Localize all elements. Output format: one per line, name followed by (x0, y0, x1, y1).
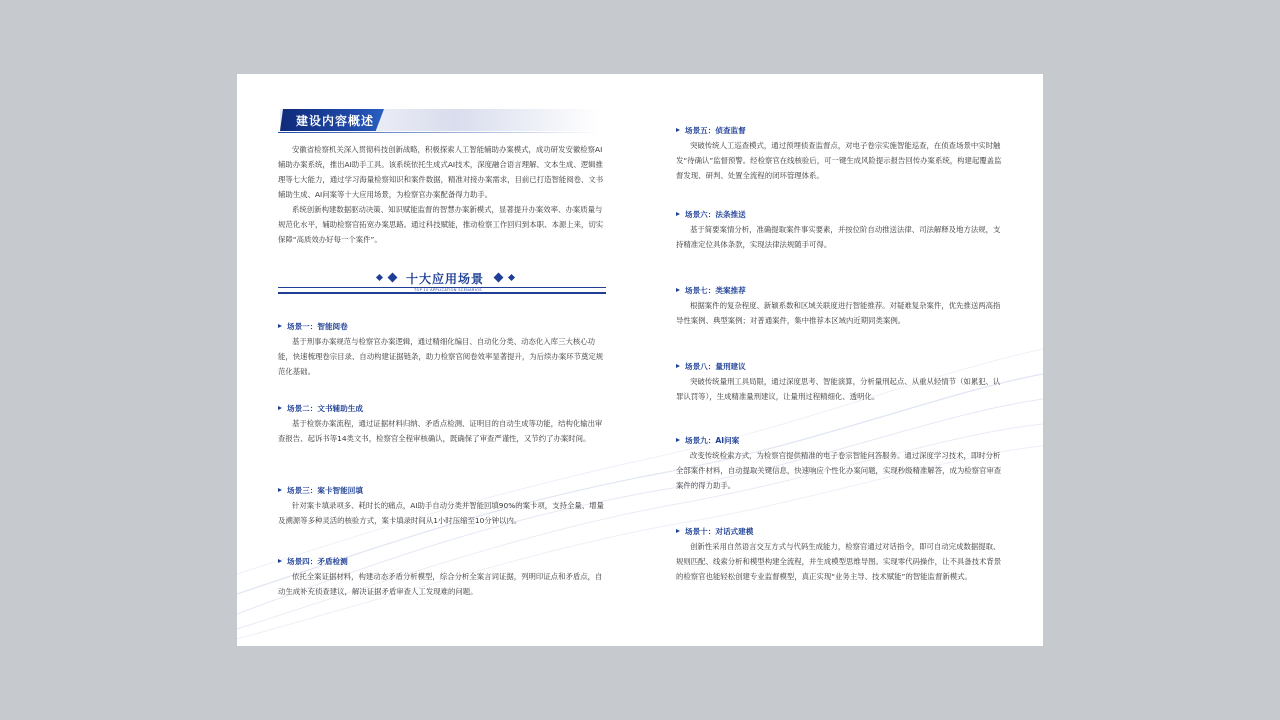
triangle-bullet-icon (676, 364, 680, 368)
scene-title: 场景一：智能阅卷 (287, 322, 348, 331)
scene-title: 场景九：AI问案 (685, 436, 740, 445)
scene-title: 场景五：侦查监督 (685, 126, 746, 135)
triangle-bullet-icon (278, 406, 282, 410)
ten-scenarios-heading (278, 270, 606, 300)
diamond-icon (494, 273, 504, 283)
brochure-page (237, 74, 1043, 646)
scene-title: 场景十：对话式建模 (685, 527, 754, 536)
scene-title: 场景六：法条推送 (685, 210, 746, 219)
section-header (278, 109, 600, 131)
intro-paragraph: 安徽省检察机关深入贯彻科技创新战略，积极探索人工智能辅助办案模式，成功研发安徽检察AI辅助办案系统，推出AI助手工具。该系统依托生成式AI技术，深度融合语言理解、文本生成、逻辑推理等七大能力，通过学习海量检察知识和案件数据，精准对接办案需求，目前已打造智能阅卷、文书辅助生成、AI问案等十大应用场景，为检察官办案配备得力助手。 (278, 145, 604, 199)
scene-title: 场景七：类案推荐 (685, 286, 746, 295)
scene-title: 场景四：矛盾检测 (287, 557, 348, 566)
triangle-bullet-icon (278, 488, 282, 492)
triangle-bullet-icon (676, 438, 680, 442)
scene-item (278, 484, 606, 528)
triangle-bullet-icon (676, 128, 680, 132)
scene-body: 基于刑事办案规范与检察官办案逻辑，通过精细化编目、自动化分类、动态化入库三大核心功能，快速梳理卷宗目录、自动构建证据链条，助力检察官阅卷效率显著提升，为后续办案环节奠定规范化基础。 (278, 337, 604, 376)
triangle-bullet-icon (676, 529, 680, 533)
scene-body: 突破传统量刑工具局限，通过深度思考、智能演算，分析量刑起点、从重从轻情节（如累犯、认罪认罚等），生成精准量刑建议，让量刑过程精细化、透明化。 (676, 377, 1001, 401)
section-title: 建设内容概述 (296, 114, 375, 128)
scene-item (676, 208, 1005, 252)
scene-title: 场景八：量刑建议 (685, 362, 746, 371)
intro-paragraph: 系统创新构建数据驱动决策、知识赋能监督的智慧办案新模式，显著提升办案效率、办案质量与规范化水平，辅助检察官拓宽办案思路。通过科技赋能，推动检察工作回归到本职、本源上来，切实保障“高质效办好每一个案件”。 (278, 205, 604, 244)
scene-item (676, 124, 1005, 183)
diamond-icon (388, 273, 398, 283)
scene-item (676, 360, 1005, 404)
scene-item (676, 525, 1005, 584)
scene-item (278, 555, 606, 599)
scene-body: 依托全案证据材料，构建动态矛盾分析模型，综合分析全案言词证据，列明印证点和矛盾点，自动生成补充侦查建议，解决证据矛盾审查人工发现难的问题。 (278, 572, 603, 596)
scene-item (676, 284, 1005, 328)
scene-body: 基于简要案情分析，准确提取案件事实要素，并按位阶自动推送法律、司法解释及地方法规，支持精准定位具体条款，实现法律法规随手可得。 (676, 225, 1001, 249)
diamond-icon (508, 274, 515, 281)
triangle-bullet-icon (278, 324, 282, 328)
ten-scenarios-subtitle: TOP 10 APPLICATION SCENARIOS (414, 288, 482, 292)
triangle-bullet-icon (676, 288, 680, 292)
triangle-bullet-icon (278, 559, 282, 563)
diamond-icon (376, 274, 383, 281)
scene-title: 场景三：案卡智能回填 (287, 486, 363, 495)
scene-body: 创新性采用自然语言交互方式与代码生成能力，检察官通过对话指令，即可自动完成数据提取、规则匹配、线索分析和模型构建全流程，并生成模型思维导图。实现零代码操作，让不具备技术背景的检察官也能轻松创建专业监督模型，真正实现“业务主导、技术赋能”的智能监督新模式。 (676, 542, 1002, 581)
scene-body: 基于检察办案流程，通过证据材料归纳、矛盾点检测、证明目的自动生成等功能，结构化输出审查报告、起诉书等14类文书，检察官全程审核确认，既确保了审查严谨性，又节约了办案时间。 (278, 419, 603, 443)
scene-body: 改变传统检索方式，为检察官提供精准的电子卷宗智能问答服务。通过深度学习技术，即时分析全部案件材料，自动提取关键信息，快速响应个性化办案问题，实现秒级精准解答，成为检察官审查案件的得力助手。 (676, 451, 1002, 490)
scene-item (676, 434, 1005, 493)
scene-body: 突破传统人工巡查模式，通过预埋侦查监督点，对电子卷宗实施智能巡查，在侦查场景中实时触发“待确认”监督预警。经检察官在线核验后，可一键生成风险提示报告回传办案系统，构建起覆盖监督发现、研判、处置全流程的闭环管理体系。 (676, 141, 1002, 180)
scene-item (278, 402, 606, 446)
intro-text (278, 142, 606, 247)
ten-scenarios-title: 十大应用场景 (406, 272, 485, 286)
scene-body: 根据案件的复杂程度、新颖系数和区域关联度进行智能推荐。对疑难复杂案件，优先推送两高指导性案例、典型案例；对普通案件，集中推荐本区域内近期同类案例。 (676, 301, 1001, 325)
scene-title: 场景二：文书辅助生成 (287, 404, 363, 413)
scene-body: 针对案卡填录项多、耗时长的痛点，AI助手自动分类并智能回填90%的案卡项，支持全量、增量及溯源等多种灵活的核验方式，案卡填录时间从1小时压缩至10分钟以内。 (278, 501, 604, 525)
scene-item (278, 320, 606, 379)
triangle-bullet-icon (676, 212, 680, 216)
